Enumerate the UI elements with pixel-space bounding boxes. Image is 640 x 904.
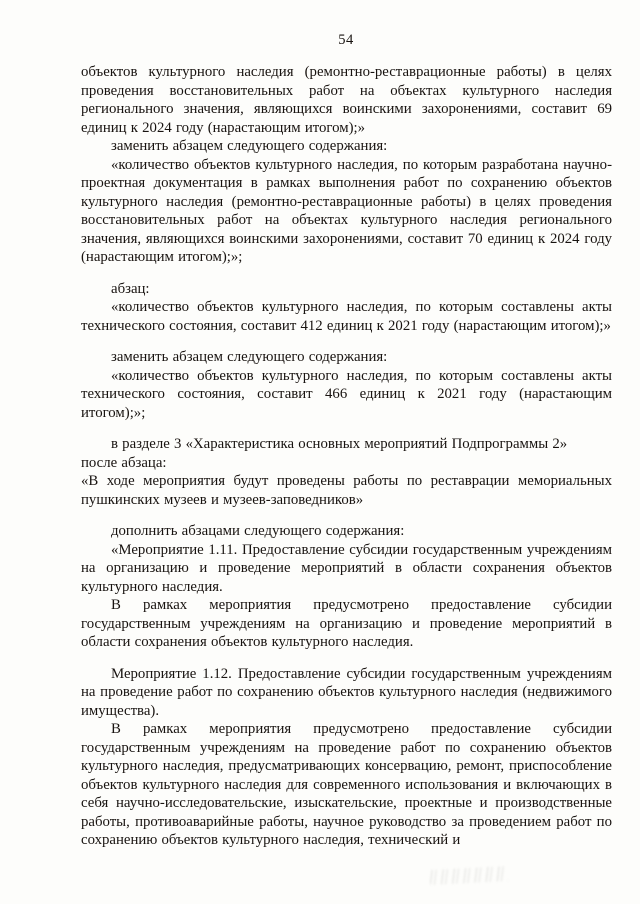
paragraph: объектов культурного наследия (ремонтно-реставрационные работы) в целях проведения восстановительных работ на объектах культурного наследия регионального значения, являющихся воинскими захоронениями, составит 69 единиц к 2024 году (нарастающим итогом);» xyxy=(81,64,612,136)
document-body xyxy=(81,63,612,850)
paragraph: абзац: xyxy=(111,280,150,297)
paragraph: заменить абзацем следующего содержания: xyxy=(111,138,388,154)
scan-artifact xyxy=(430,866,509,885)
paragraph: дополнить абзацами следующего содержания: xyxy=(111,523,405,539)
paragraph: после абзаца: xyxy=(81,454,167,471)
page-number: 54 xyxy=(338,32,354,48)
paragraph: «количество объектов культурного наследия, по которым разработана научно-проектная документация в рамках выполнения работ по сохранению объектов культурного наследия (ремонтно-реставрационные работы) в целях проведения восстановительных работ на объектах культурного наследия регионального значения, являющихся воинскими захоронениями, составит 70 единиц к 2024 году (нарастающим итогом);»; xyxy=(81,156,612,265)
paragraph: «количество объектов культурного наследия, по которым составлены акты технического состояния, составит 412 единиц к 2021 году (нарастающим итогом);» xyxy=(81,299,612,334)
paragraph: «Мероприятие 1.11. Предоставление субсидии государственным учреждениям на организацию и проведение мероприятий в области сохранения объектов культурного наследия. xyxy=(81,541,612,595)
paragraph: «количество объектов культурного наследия, по которым составлены акты технического состояния, составит 466 единиц к 2021 году (нарастающим итогом);»; xyxy=(81,367,612,421)
paragraph: заменить абзацем следующего содержания: xyxy=(111,349,388,365)
paragraph: В рамках мероприятия предусмотрено предоставление субсидии государственным учреждениям на проведение работ по сохранению объектов культурного наследия, предусматривающих консервацию, ремонт, приспособление объектов культурного наследия для современного использования и включающих в себя научно-исследовательские, изыскательские, проектные и производственные работы, противоаварийные работы, научное руководство за проведением работ по сохранению объектов культурного наследия, технический и xyxy=(81,721,612,848)
paragraph: в разделе 3 «Характеристика основных мероприятий Подпрограммы 2» xyxy=(111,436,568,452)
paragraph: «В ходе мероприятия будут проведены работы по реставрации мемориальных пушкинских музеев и музеев-заповедников» xyxy=(81,473,612,508)
paragraph: В рамках мероприятия предусмотрено предоставление субсидии государственным учреждениям на организацию и проведение мероприятий в области сохранения объектов культурного наследия. xyxy=(81,597,612,650)
paragraph: Мероприятие 1.12. Предоставление субсидии государственным учреждениям на проведение работ по сохранению объектов культурного наследия (недвижимого имущества). xyxy=(81,665,612,719)
